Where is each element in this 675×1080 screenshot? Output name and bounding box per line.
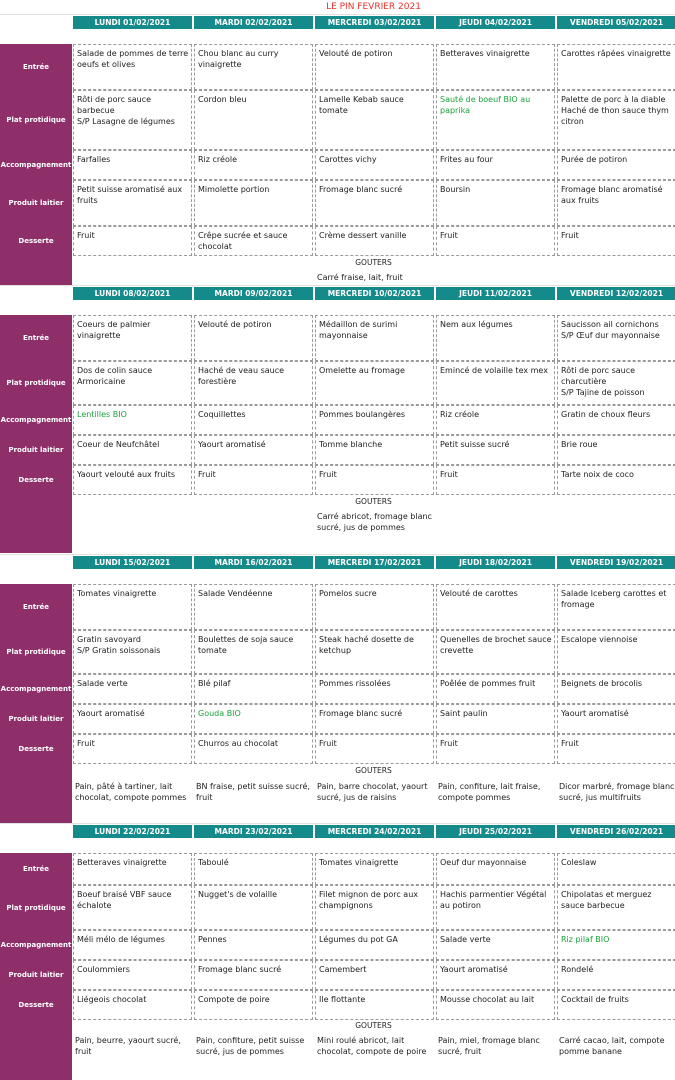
week-separator xyxy=(0,823,675,824)
row-label-laitier: Produit laitier xyxy=(0,960,72,990)
menu-cell: Boulettes de soja sauce tomate xyxy=(194,630,313,674)
gouter-cell: Pain, pâté à tartiner, lait chocolat, compote pommes xyxy=(75,782,187,802)
page-title: LE PIN FEVRIER 2021 xyxy=(326,2,421,12)
gouters-label: GOUTERS xyxy=(355,1021,392,1030)
menu-cell: Fruit xyxy=(73,734,192,764)
menu-cell: Betteraves vinaigrette xyxy=(436,44,555,90)
menu-cell: Fruit xyxy=(557,226,675,256)
day-header: MERCREDI 03/02/2021 xyxy=(315,16,434,29)
menu-cell: Fromage blanc sucré xyxy=(315,704,434,734)
menu-cell: Salade verte xyxy=(73,674,192,704)
menu-cell: Tarte noix de coco xyxy=(557,465,675,495)
gouter-cell: Mini roulé abricot, lait chocolat, compote de poire xyxy=(317,1036,427,1056)
menu-cell: Steak haché dosette de ketchup xyxy=(315,630,434,674)
menu-cell: Filet mignon de porc aux champignons xyxy=(315,885,434,930)
row-label-entree: Entrée xyxy=(0,315,72,361)
menu-cell: Pomelos sucre xyxy=(315,584,434,630)
menu-cell: Fruit xyxy=(436,734,555,764)
menu-cell: Petit suisse sucré xyxy=(436,435,555,465)
menu-cell: Chou blanc au curry vinaigrette xyxy=(194,44,313,90)
gouters-label: GOUTERS xyxy=(355,766,392,775)
menu-cell: Fruit xyxy=(315,465,434,495)
gouters-label: GOUTERS xyxy=(355,258,392,267)
menu-cell: Liégeois chocolat xyxy=(73,990,192,1020)
menu-cell: Carottes râpées vinaigrette xyxy=(557,44,675,90)
menu-cell: Purée de potiron xyxy=(557,150,675,180)
row-label-accompagnement: Accompagnement xyxy=(0,150,72,180)
menu-cell: Camembert xyxy=(315,960,434,990)
menu-cell: Légumes du pot GA xyxy=(315,930,434,960)
menu-cell: Churros au chocolat xyxy=(194,734,313,764)
menu-cell: Mousse chocolat au lait xyxy=(436,990,555,1020)
row-label-accompagnement: Accompagnement xyxy=(0,930,72,960)
row-label-plat: Plat protidique xyxy=(0,630,72,674)
menu-cell: Beignets de brocolis xyxy=(557,674,675,704)
day-header: MERCREDI 17/02/2021 xyxy=(315,556,434,569)
day-header: MARDI 16/02/2021 xyxy=(194,556,313,569)
menu-cell: Yaourt velouté aux fruits xyxy=(73,465,192,495)
menu-cell: Rôti de porc sauce charcutière S/P Tajine de poisson xyxy=(557,361,675,405)
menu-cell: Ile flottante xyxy=(315,990,434,1020)
day-header: JEUDI 25/02/2021 xyxy=(436,825,555,838)
gouter-cell: Pain, confiture, petit suisse sucré, jus de pommes xyxy=(196,1036,305,1056)
menu-cell: Coulommiers xyxy=(73,960,192,990)
day-header: MARDI 02/02/2021 xyxy=(194,16,313,29)
menu-cell: Emincé de volaille tex mex xyxy=(436,361,555,405)
menu-cell: Dos de colin sauce Armoricaine xyxy=(73,361,192,405)
menu-cell: Crêpe sucrée et sauce chocolat xyxy=(194,226,313,256)
gouter-cell: BN fraise, petit suisse sucré, fruit xyxy=(196,782,310,802)
menu-cell: Fruit xyxy=(436,226,555,256)
menu-cell: Rondelé xyxy=(557,960,675,990)
menu-cell: Salade Iceberg carottes et fromage xyxy=(557,584,675,630)
menu-cell: Gratin de choux fleurs xyxy=(557,405,675,435)
row-label-dessert: Desserte xyxy=(0,734,72,764)
menu-cell: Riz créole xyxy=(194,150,313,180)
menu-cell: Lamelle Kebab sauce tomate xyxy=(315,90,434,150)
menu-cell: Quenelles de brochet sauce crevette xyxy=(436,630,555,674)
week-separator xyxy=(0,285,675,286)
menu-cell: Crème dessert vanille xyxy=(315,226,434,256)
week-separator xyxy=(0,554,675,555)
menu-cell: Frites au four xyxy=(436,150,555,180)
row-label-laitier: Produit laitier xyxy=(0,704,72,734)
menu-cell: Fruit xyxy=(315,734,434,764)
day-header: VENDREDI 26/02/2021 xyxy=(557,825,675,838)
row-label-accompagnement: Accompagnement xyxy=(0,405,72,435)
menu-cell: Gratin savoyard S/P Gratin soissonais xyxy=(73,630,192,674)
menu-cell: Fruit xyxy=(436,465,555,495)
day-header: VENDREDI 05/02/2021 xyxy=(557,16,675,29)
menu-cell: Riz pilaf BIO xyxy=(557,930,675,960)
menu-cell: Compote de poire xyxy=(194,990,313,1020)
gouters-label: GOUTERS xyxy=(355,497,392,506)
menu-cell: Médaillon de surimi mayonnaise xyxy=(315,315,434,361)
row-label-plat: Plat protidique xyxy=(0,885,72,930)
menu-cell: Velouté de potiron xyxy=(315,44,434,90)
row-label-dessert: Desserte xyxy=(0,226,72,256)
menu-cell: Pommes boulangères xyxy=(315,405,434,435)
menu-cell: Oeuf dur mayonnaise xyxy=(436,853,555,885)
row-label-plat: Plat protidique xyxy=(0,90,72,150)
menu-cell: Yaourt aromatisé xyxy=(194,435,313,465)
menu-cell: Pommes rissolées xyxy=(315,674,434,704)
menu-cell: Yaourt aromatisé xyxy=(436,960,555,990)
menu-cell: Haché de veau sauce forestière xyxy=(194,361,313,405)
menu-cell: Yaourt aromatisé xyxy=(557,704,675,734)
menu-cell: Rôti de porc sauce barbecue S/P Lasagne de légumes xyxy=(73,90,192,150)
menu-cell: Brie roue xyxy=(557,435,675,465)
menu-cell: Tomates vinaigrette xyxy=(73,584,192,630)
menu-cell: Coleslaw xyxy=(557,853,675,885)
gouter-cell: Pain, miel, fromage blanc sucré, fruit xyxy=(438,1036,540,1056)
menu-cell: Betteraves vinaigrette xyxy=(73,853,192,885)
day-header: JEUDI 04/02/2021 xyxy=(436,16,555,29)
menu-cell: Nem aux légumes xyxy=(436,315,555,361)
menu-cell: Mimolette portion xyxy=(194,180,313,226)
menu-cell: Tomates vinaigrette xyxy=(315,853,434,885)
menu-cell: Yaourt aromatisé xyxy=(73,704,192,734)
gouter-cell: Carré abricot, fromage blanc sucré, jus de pommes xyxy=(317,512,432,532)
day-header: MERCREDI 24/02/2021 xyxy=(315,825,434,838)
day-header: MARDI 09/02/2021 xyxy=(194,287,313,300)
menu-cell: Escalope viennoise xyxy=(557,630,675,674)
day-header: VENDREDI 12/02/2021 xyxy=(557,287,675,300)
menu-cell: Taboulé xyxy=(194,853,313,885)
menu-cell: Chipolatas et merguez sauce barbecue xyxy=(557,885,675,930)
menu-cell: Hachis parmentier Végétal au potiron xyxy=(436,885,555,930)
menu-cell: Velouté de carottes xyxy=(436,584,555,630)
day-header: LUNDI 01/02/2021 xyxy=(73,16,192,29)
row-label-laitier: Produit laitier xyxy=(0,180,72,226)
day-header: LUNDI 22/02/2021 xyxy=(73,825,192,838)
day-header: MARDI 23/02/2021 xyxy=(194,825,313,838)
menu-cell: Coquillettes xyxy=(194,405,313,435)
row-label-entree: Entrée xyxy=(0,44,72,90)
menu-cell: Carottes vichy xyxy=(315,150,434,180)
gouter-cell: Pain, barre chocolat, yaourt sucré, jus de raisins xyxy=(317,782,428,802)
row-label-accompagnement: Accompagnement xyxy=(0,674,72,704)
row-label-dessert: Desserte xyxy=(0,465,72,495)
row-label-entree: Entrée xyxy=(0,584,72,630)
menu-cell: Fruit xyxy=(557,734,675,764)
menu-cell: Fromage blanc sucré xyxy=(194,960,313,990)
menu-cell: Salade verte xyxy=(436,930,555,960)
menu-cell: Nugget's de volaille xyxy=(194,885,313,930)
menu-cell: Riz créole xyxy=(436,405,555,435)
menu-cell: Cocktail de fruits xyxy=(557,990,675,1020)
menu-cell: Lentilles BIO xyxy=(73,405,192,435)
menu-cell: Velouté de potiron xyxy=(194,315,313,361)
menu-cell: Saint paulin xyxy=(436,704,555,734)
menu-cell: Coeur de Neufchâtel xyxy=(73,435,192,465)
menu-cell: Saucisson ail cornichons S/P Œuf dur mayonnaise xyxy=(557,315,675,361)
gouter-cell: Carré fraise, lait, fruit xyxy=(317,273,403,281)
gouter-cell: Carré cacao, lait, compote pomme banane xyxy=(559,1036,665,1056)
menu-cell: Salade Vendéenne xyxy=(194,584,313,630)
menu-cell: Boeuf braisé VBF sauce échalote xyxy=(73,885,192,930)
menu-cell: Fromage blanc aromatisé aux fruits xyxy=(557,180,675,226)
week-separator xyxy=(0,14,675,15)
menu-cell: Fruit xyxy=(73,226,192,256)
menu-cell: Méli mélo de légumes xyxy=(73,930,192,960)
gouter-cell: Pain, confiture, lait fraise, compote pommes xyxy=(438,782,541,802)
day-header: JEUDI 11/02/2021 xyxy=(436,287,555,300)
menu-cell: Palette de porc à la diable Haché de thon sauce thym citron xyxy=(557,90,675,150)
day-header: VENDREDI 19/02/2021 xyxy=(557,556,675,569)
menu-cell: Coeurs de palmier vinaigrette xyxy=(73,315,192,361)
day-header: JEUDI 18/02/2021 xyxy=(436,556,555,569)
gouter-cell: Dicor marbré, fromage blanc sucré, jus multifruits xyxy=(559,782,675,802)
menu-cell: Petit suisse aromatisé aux fruits xyxy=(73,180,192,226)
day-header: LUNDI 08/02/2021 xyxy=(73,287,192,300)
day-header: MERCREDI 10/02/2021 xyxy=(315,287,434,300)
row-label-laitier: Produit laitier xyxy=(0,435,72,465)
menu-cell: Poêlée de pommes fruit xyxy=(436,674,555,704)
row-label-plat: Plat protidique xyxy=(0,361,72,405)
menu-cell: Boursin xyxy=(436,180,555,226)
gouter-cell: Pain, beurre, yaourt sucré, fruit xyxy=(75,1036,181,1056)
row-label-entree: Entrée xyxy=(0,853,72,885)
menu-cell: Sauté de boeuf BIO au paprika xyxy=(436,90,555,150)
menu-cell: Tomme blanche xyxy=(315,435,434,465)
menu-cell: Gouda BIO xyxy=(194,704,313,734)
day-header: LUNDI 15/02/2021 xyxy=(73,556,192,569)
row-label-dessert: Desserte xyxy=(0,990,72,1020)
menu-cell: Fruit xyxy=(194,465,313,495)
menu-cell: Fromage blanc sucré xyxy=(315,180,434,226)
menu-cell: Cordon bleu xyxy=(194,90,313,150)
menu-cell: Farfalles xyxy=(73,150,192,180)
menu-cell: Salade de pommes de terre oeufs et olives xyxy=(73,44,192,90)
menu-cell: Omelette au fromage xyxy=(315,361,434,405)
menu-cell: Blé pilaf xyxy=(194,674,313,704)
menu-cell: Pennes xyxy=(194,930,313,960)
